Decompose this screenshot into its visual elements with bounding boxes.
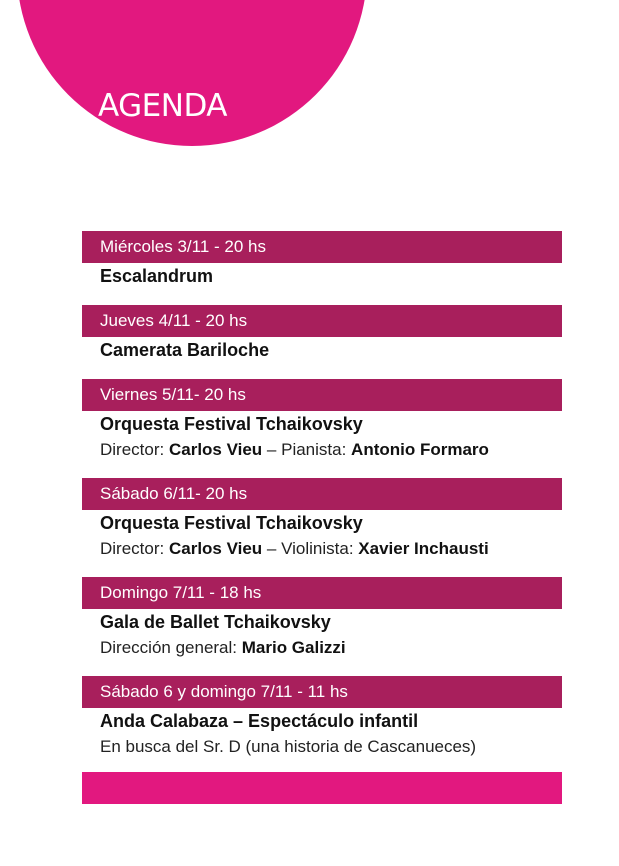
page-title: AGENDA bbox=[98, 88, 227, 124]
event-credits bbox=[100, 635, 562, 660]
event-name: Orquesta Festival Tchaikovsky bbox=[100, 513, 363, 533]
credit-person: Mario Galizzi bbox=[241, 638, 346, 657]
credit-person: Carlos Vieu bbox=[168, 539, 263, 558]
credit-role: Director: bbox=[100, 440, 165, 459]
credit-role: Director: bbox=[100, 539, 165, 558]
event-date: Sábado 6 y domingo 7/11 - 11 hs bbox=[82, 676, 562, 708]
event-credits: Director: Carlos Vieu – Violinista: Xavier Inchausti bbox=[100, 539, 489, 558]
event-item bbox=[82, 231, 562, 289]
event-note: En busca del Sr. D (una historia de Cascanueces) bbox=[100, 737, 477, 756]
event-item bbox=[82, 577, 562, 660]
event-name: Gala de Ballet Tchaikovsky bbox=[100, 612, 331, 632]
event-item bbox=[82, 478, 562, 561]
header-circle bbox=[17, 0, 367, 146]
credit-person: Antonio Formaro bbox=[351, 440, 489, 459]
event-name: Camerata Bariloche bbox=[100, 340, 270, 360]
event-date: Viernes 5/11- 20 hs bbox=[82, 379, 562, 411]
event-name: Orquesta Festival Tchaikovsky bbox=[100, 414, 363, 434]
event-item bbox=[82, 305, 562, 363]
credit-person: Xavier Inchausti bbox=[358, 539, 489, 558]
event-date: Domingo 7/11 - 18 hs bbox=[82, 577, 562, 609]
event-item bbox=[82, 379, 562, 462]
event-name: Escalandrum bbox=[100, 266, 214, 286]
credit-person: Carlos Vieu bbox=[168, 440, 263, 459]
credit-role: Violinista: bbox=[281, 539, 354, 558]
footer-bar bbox=[82, 772, 562, 804]
event-date: Sábado 6/11- 20 hs bbox=[82, 478, 562, 510]
credit-role: Dirección general: bbox=[100, 638, 238, 657]
event-date: Miércoles 3/11 - 20 hs bbox=[82, 231, 562, 263]
event-credits: Director: Carlos Vieu – Pianista: Antonio Formaro bbox=[100, 440, 489, 459]
event-item bbox=[82, 676, 562, 759]
credit-role: Pianista: bbox=[281, 440, 347, 459]
event-list bbox=[82, 231, 562, 775]
event-name: Anda Calabaza – Espectáculo infantil bbox=[100, 711, 419, 731]
event-date: Jueves 4/11 - 20 hs bbox=[82, 305, 562, 337]
